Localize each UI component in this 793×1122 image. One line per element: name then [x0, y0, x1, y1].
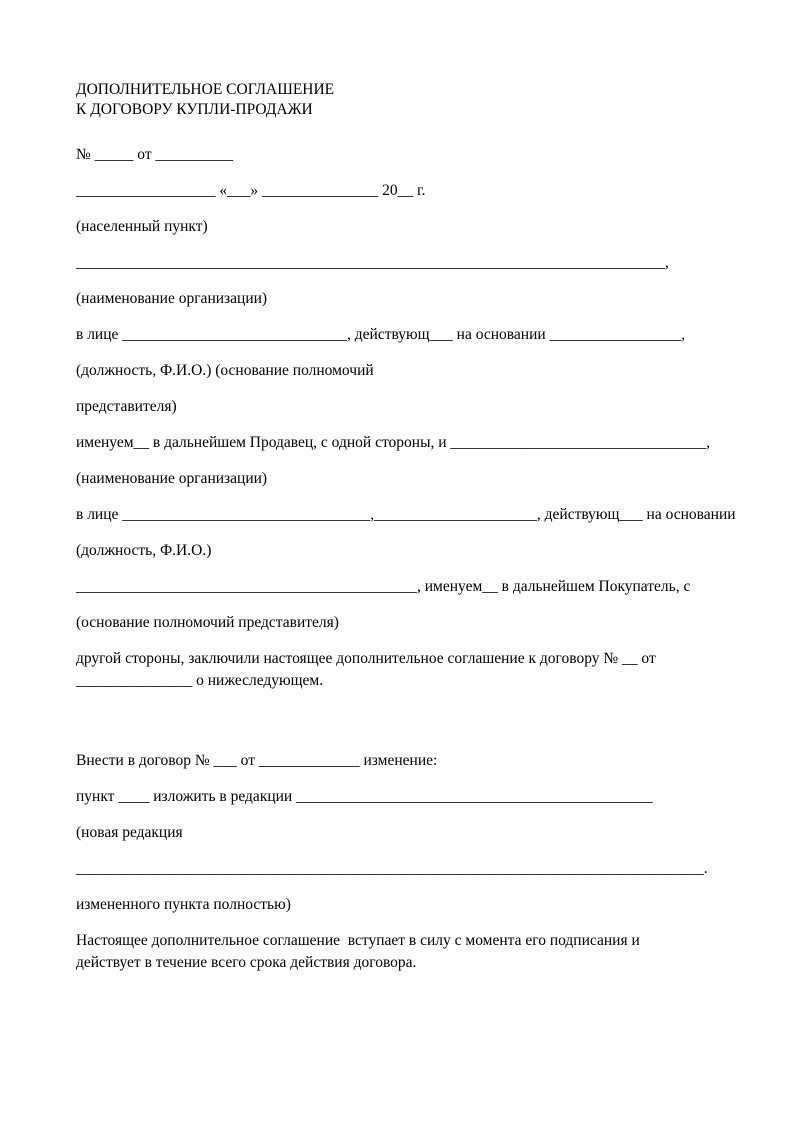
label-representative-cont: представителя)	[76, 398, 177, 415]
label-org-name-buyer: (наименование организации)	[76, 470, 268, 487]
date-place-line: __________________ «___» _______________ 20__ г.	[76, 182, 426, 199]
closing-clause-line-2: _______________ о нижеследующем.	[76, 672, 324, 689]
label-settlement: (населенный пункт)	[76, 218, 208, 235]
document-title-line-2: К ДОГОВОРУ КУПЛИ-ПРОДАЖИ	[76, 101, 313, 118]
agreement-number-line: № _____ от __________	[76, 146, 233, 163]
label-position-fio-basis: (должность, Ф.И.О.) (основание полномочий	[76, 362, 374, 379]
label-amended-clause-close: измененного пункта полностью)	[76, 896, 291, 913]
label-new-wording-open: (новая редакция	[76, 824, 183, 841]
buyer-naming-line: ____________________________________________, именуем__ в дальнейшем Покупатель, с	[76, 578, 691, 595]
document-title-line-1: ДОПОЛНИТЕЛЬНОЕ СОГЛАШЕНИЕ	[76, 81, 335, 98]
label-authority-basis: (основание полномочий представителя)	[76, 614, 339, 631]
effect-clause-line-1: Настоящее дополнительное соглашение вступает в силу с момента его подписания и	[76, 932, 640, 949]
new-wording-blank-line: _________________________________________________________________________________.	[76, 860, 708, 877]
document-title	[76, 80, 743, 120]
seller-representative-line: в лице _____________________________, действующ___ на основании _________________,	[76, 326, 686, 343]
seller-org-blank-line: ____________________________________________________________________________,	[76, 254, 669, 271]
buyer-representative-line: в лице ________________________________,_____________________, действующ___ на основании	[76, 506, 736, 523]
amendment-clause-line: пункт ____ изложить в редакции ______________________________________________	[76, 788, 653, 805]
closing-clause-line-1: другой стороны, заключили настоящее дополнительное соглашение к договору № __ от	[76, 650, 656, 667]
label-position-fio: (должность, Ф.И.О.)	[76, 542, 212, 559]
seller-naming-line: именуем__ в дальнейшем Продавец, с одной стороны, и _________________________________,	[76, 434, 711, 451]
blank-gap	[76, 706, 743, 750]
amendment-intro-line: Внести в договор № ___ от _____________ изменение:	[76, 752, 438, 769]
effect-clause-line-2: действует в течение всего срока действия договора.	[76, 954, 417, 971]
label-org-name-seller: (наименование организации)	[76, 290, 268, 307]
